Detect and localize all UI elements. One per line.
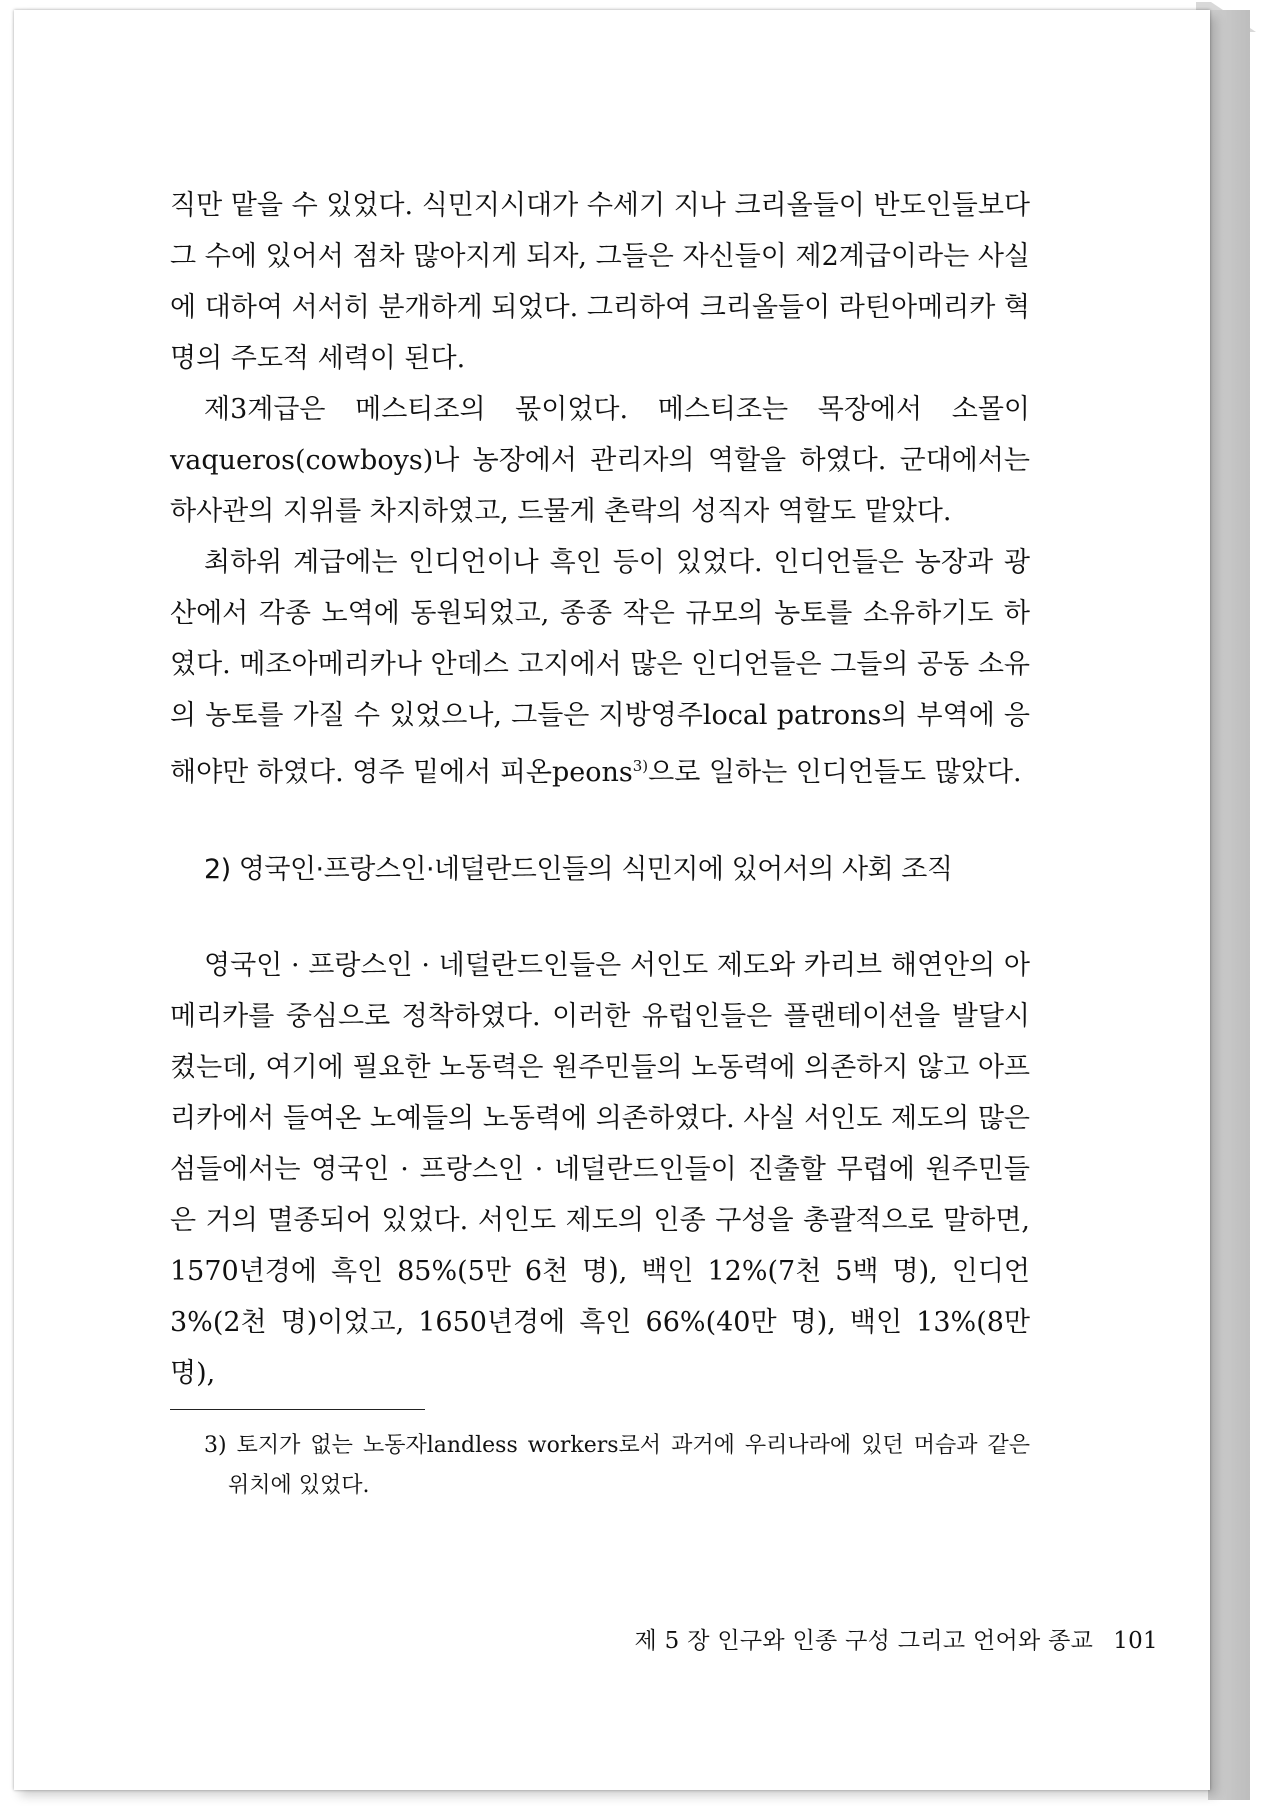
footnote-ref-3: 3) xyxy=(632,757,649,775)
footnote-3: 3) 토지가 없는 노동자landless workers로서 과거에 우리나라에 있던 머슴과 같은 위치에 있었다. xyxy=(204,1433,1030,1498)
page-number: 101 xyxy=(1113,1628,1158,1654)
footnote-divider xyxy=(170,1409,425,1410)
paragraph-1: 직만 맡을 수 있었다. 식민지시대가 수세기 지나 크리올들이 반도인들보다 그 수에 있어서 점차 많아지게 되자, 그들은 자신들이 제2계급이라는 사실에 대하여 서서히 분개하게 되었다. 그리하여 크리올들이 라틴아메리카 혁명의 주도적 세력이 된다. xyxy=(170,190,1030,374)
page-body xyxy=(170,180,1030,1506)
paragraph-2: 제3계급은 메스티조의 몫이었다. 메스티조는 목장에서 소몰이 vaqueros(cowboys)나 농장에서 관리자의 역할을 하였다. 군대에서는 하사관의 지위를 차지하였고, 드물게 촌락의 성직자 역할도 맡았다. xyxy=(170,394,1030,527)
paragraph-3-tail: 으로 일하는 인디언들도 많았다. xyxy=(648,757,1022,788)
page-footer xyxy=(635,1622,1158,1655)
paragraph-4: 영국인 · 프랑스인 · 네덜란드인들은 서인도 제도와 카리브 해연안의 아메리카를 중심으로 정착하였다. 이러한 유럽인들은 플랜테이션을 발달시켰는데, 여기에 필요한 노동력은 원주민들의 노동력에 의존하지 않고 아프리카에서 들여온 노예들의 노동력에 의존하였다. 사실 서인도 제도의 많은 섬들에서는 영국인 · 프랑스인 · 네덜란드인들이 진출할 무렵에 원주민들은 거의 멸종되어 있었다. 서인도 제도의 인종 구성을 총괄적으로 말하면, 1570년경에 흑인 85%(5만 6천 명), 백인 12%(7천 5백 명), 인디언 3%(2천 명)이었고, 1650년경에 흑인 66%(40만 명), 백인 13%(8만 명), xyxy=(170,950,1030,1389)
book-edge-side xyxy=(1208,10,1250,1800)
book-page xyxy=(14,10,1210,1790)
paragraph-3 xyxy=(170,537,1030,798)
paragraph-3-text: 최하위 계급에는 인디언이나 흑인 등이 있었다. 인디언들은 농장과 광산에서 각종 노역에 동원되었고, 종종 작은 규모의 농토를 소유하기도 하였다. 메조아메리카나 안데스 고지에서 많은 인디언들은 그들의 공동 소유의 농토를 가질 수 있었으나, 그들은 지방영주local patrons의 부역에 응해야만 하였다. 영주 밑에서 피온peons xyxy=(170,547,1030,788)
running-footer-chapter: 제 5 장 인구와 인종 구성 그리고 언어와 종교 xyxy=(634,1628,1094,1654)
section-heading: 2) 영국인·프랑스인·네덜란드인들의 식민지에 있어서의 사회 조직 xyxy=(204,854,953,885)
